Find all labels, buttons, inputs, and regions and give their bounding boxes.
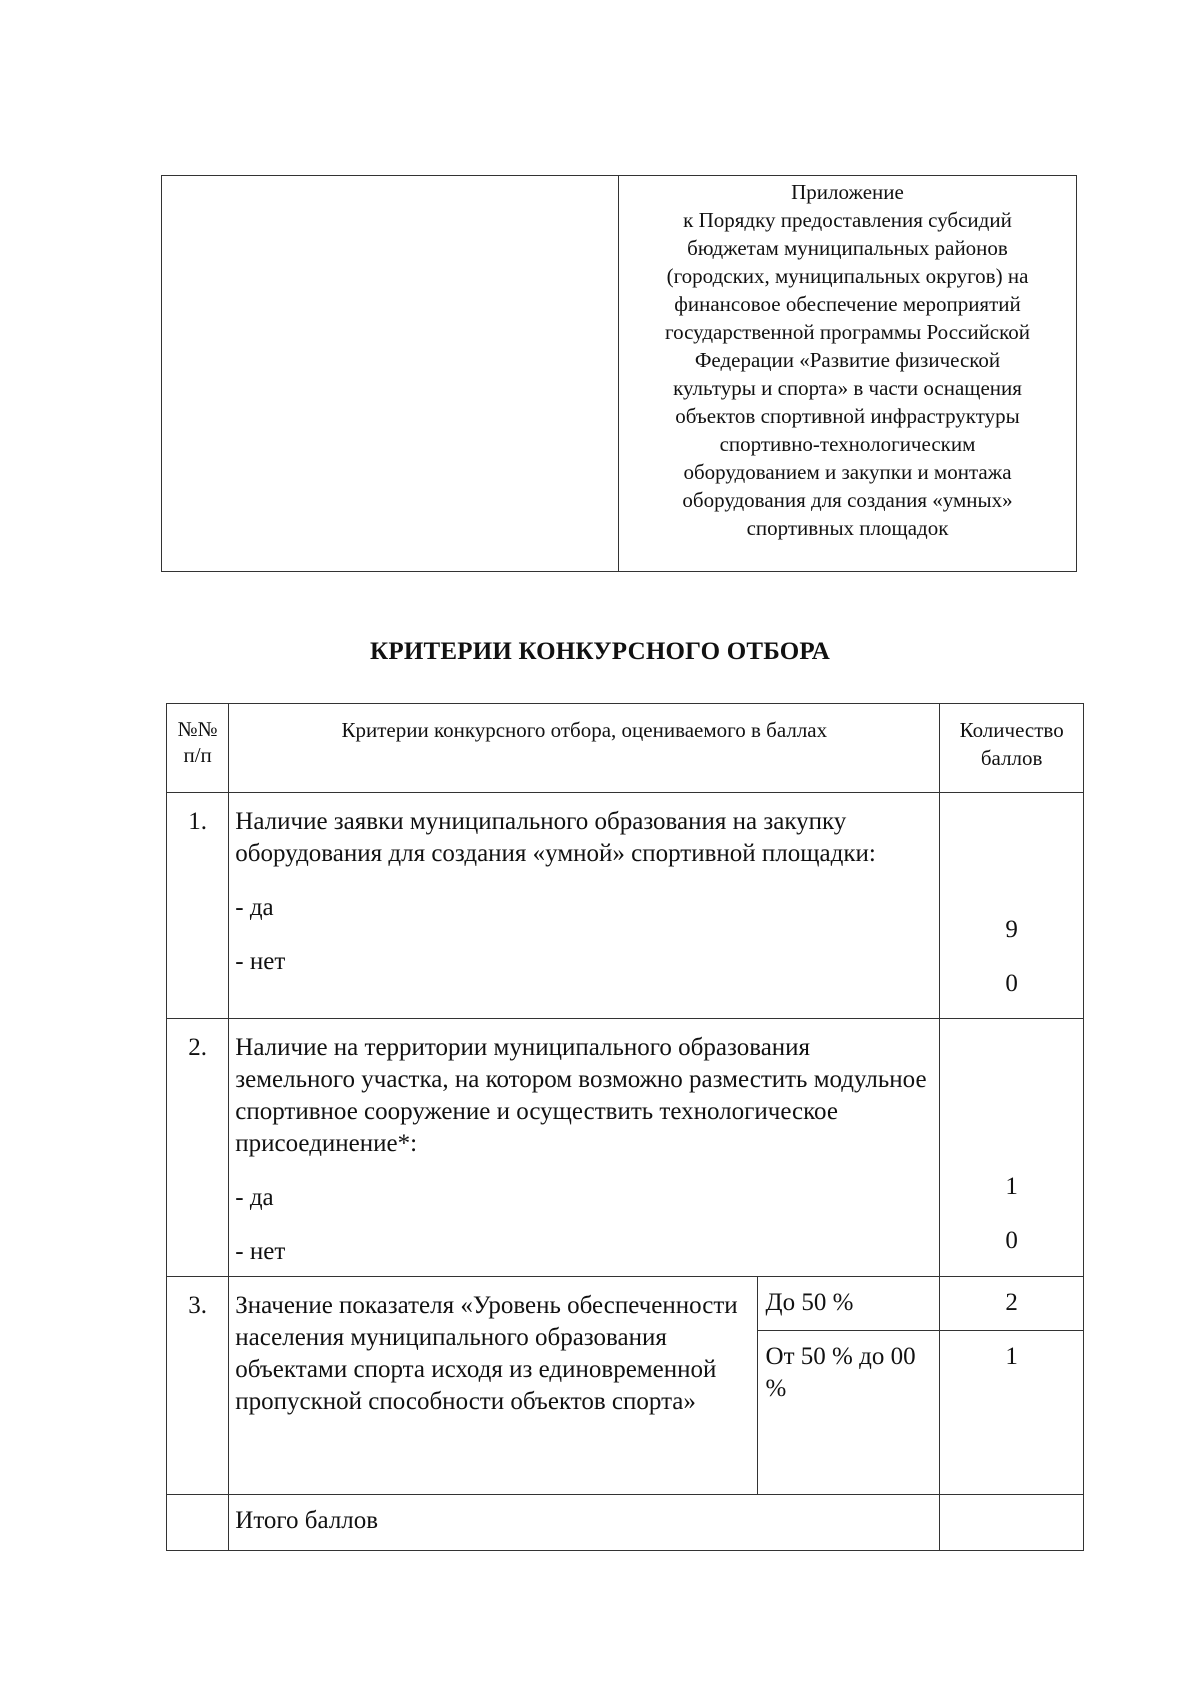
criteria-table	[166, 703, 1084, 1551]
score-yes: 1	[1005, 1173, 1018, 1200]
criterion-text: Наличие на территории муниципального образования земельного участка, на котором возможно разместить модульное спортивное сооружение и осуществить технологическое присоединение*:	[235, 1034, 927, 1157]
score-cell	[940, 1019, 1084, 1277]
appendix-line: спортивно-технологическим	[719, 432, 976, 456]
appendix-line: оборудования для создания «умных»	[682, 488, 1013, 512]
criterion-cell	[229, 1019, 940, 1277]
appendix-line: оборудованием и закупки и монтажа	[683, 460, 1012, 484]
score-cell: 2	[940, 1277, 1084, 1331]
table-row	[167, 1019, 1084, 1277]
header-score-line2: баллов	[980, 746, 1043, 770]
option-yes: - да	[235, 894, 274, 921]
header-score-cell	[940, 704, 1084, 793]
table-header-row	[167, 704, 1084, 793]
row-number: 3.	[167, 1277, 229, 1495]
appendix-table	[161, 175, 1077, 572]
total-number-cell	[167, 1495, 229, 1551]
criterion-cell	[229, 793, 940, 1019]
appendix-line: спортивных площадок	[746, 516, 949, 540]
header-number-line1: №№	[177, 717, 218, 741]
header-criteria-cell: Критерии конкурсного отбора, оцениваемого в баллах	[229, 704, 940, 793]
appendix-line: Федерации «Развитие физической	[694, 348, 1001, 372]
appendix-line: объектов спортивной инфраструктуры	[675, 404, 1020, 428]
score-no: 0	[1005, 970, 1018, 997]
appendix-line: культуры и спорта» в части оснащения	[673, 376, 1022, 400]
appendix-empty-cell	[162, 176, 619, 572]
header-number-cell	[167, 704, 229, 793]
header-score-line1: Количество	[959, 718, 1064, 742]
appendix-line: государственной программы Российской	[664, 320, 1031, 344]
criterion-text: Значение показателя «Уровень обеспеченности населения муниципального образования объектами спорта исходя из единовременной пропускной способности объектов спорта»	[229, 1277, 757, 1495]
option-no: - нет	[235, 948, 286, 975]
score-yes: 9	[1005, 916, 1018, 943]
option-yes: - да	[235, 1184, 274, 1211]
criterion-text: Наличие заявки муниципального образования на закупку оборудования для создания «умной» спортивной площадки:	[235, 808, 876, 867]
row-number: 2.	[167, 1019, 229, 1277]
appendix-line: Приложение	[791, 180, 904, 204]
score-no: 0	[1005, 1227, 1018, 1254]
appendix-line: к Порядку предоставления субсидий	[683, 208, 1012, 232]
document-title: КРИТЕРИИ КОНКУРСНОГО ОТБОРА	[370, 638, 830, 665]
score-cell: 1	[940, 1331, 1084, 1495]
appendix-line: бюджетам муниципальных районов	[687, 236, 1008, 260]
score-cell	[940, 793, 1084, 1019]
table-row	[167, 793, 1084, 1019]
row-number: 1.	[167, 793, 229, 1019]
total-score-cell	[940, 1495, 1084, 1551]
total-row	[167, 1495, 1084, 1551]
appendix-text	[619, 176, 1076, 542]
range-cell: До 50 %	[757, 1277, 940, 1331]
total-label: Итого баллов	[229, 1495, 940, 1551]
appendix-cell	[619, 176, 1077, 572]
table-row	[167, 1277, 1084, 1331]
appendix-line: (городских, муниципальных округов) на	[666, 264, 1029, 288]
option-no: - нет	[235, 1238, 286, 1265]
range-cell: От 50 % до 00 %	[757, 1331, 940, 1495]
header-number-line2: п/п	[183, 743, 212, 767]
appendix-line: финансовое обеспечение мероприятий	[674, 292, 1021, 316]
